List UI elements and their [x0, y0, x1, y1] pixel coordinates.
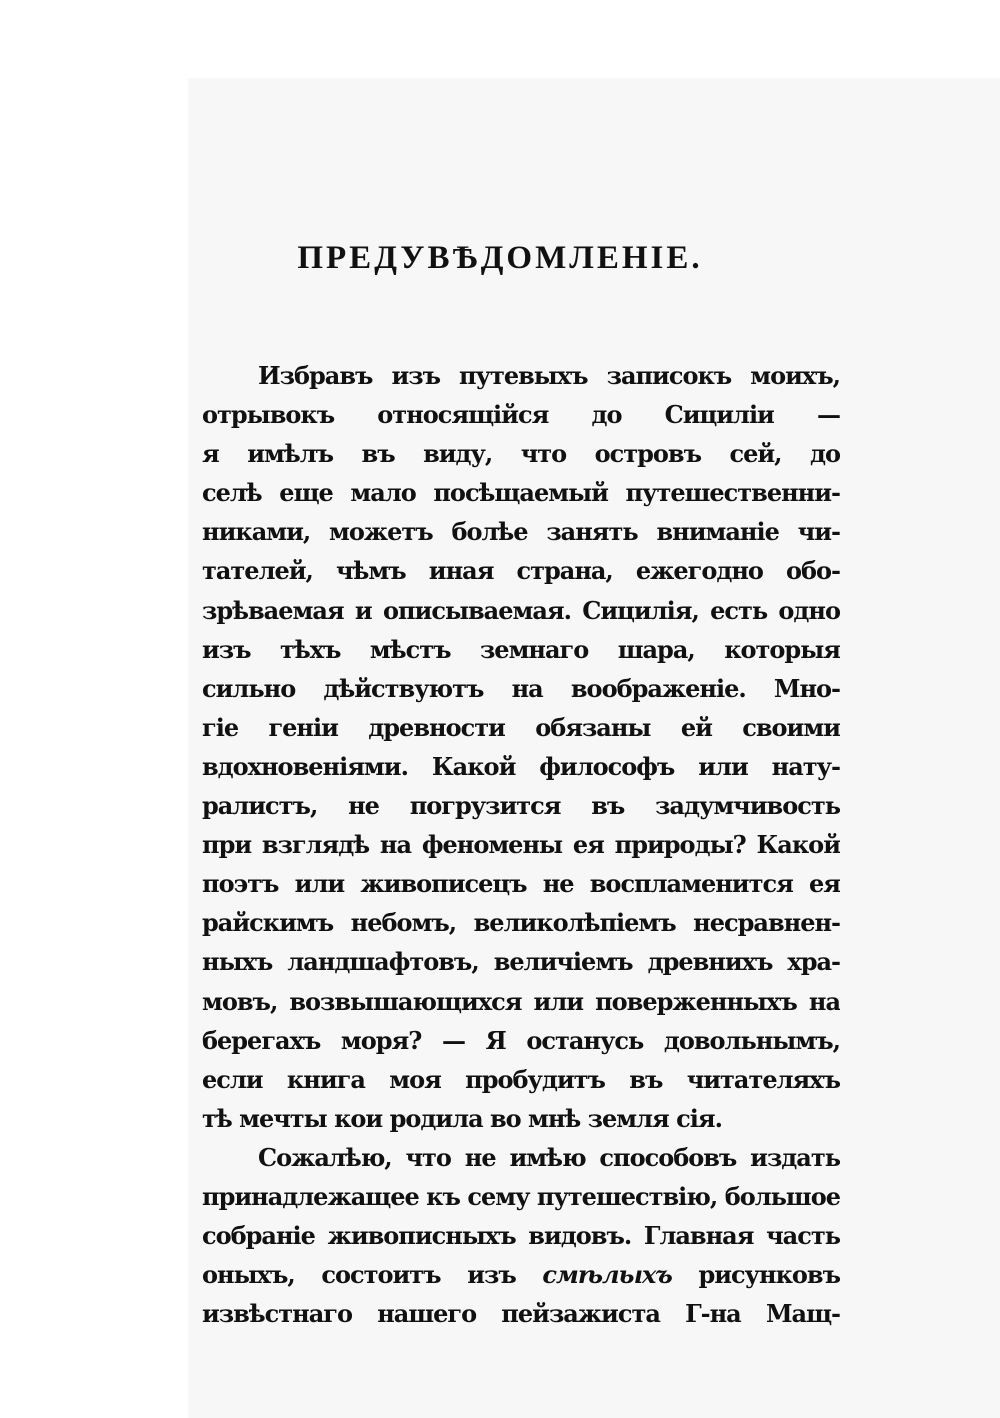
- text-line: селѣ еще мало посѣщаемый путешественни-: [202, 478, 840, 508]
- text-line: райскимъ небомъ, великолѣпіемъ несравнен-: [202, 908, 840, 938]
- text-line: извѣстнаго нашего пейзажиста Г-на Мащ-: [202, 1299, 840, 1329]
- text-line: вдохновеніями. Какой философъ или нату-: [202, 751, 840, 781]
- text-line: гіе геніи древности обязаны ей своими: [202, 712, 840, 742]
- text-line: при взглядѣ на феномены ея природы? Какой: [202, 830, 840, 860]
- paragraph-1: [202, 356, 840, 1138]
- text-line: изъ тѣхъ мѣстъ земнаго шара, которыя: [202, 634, 840, 664]
- text-line: поэтъ или живописецъ не воспламенится ея: [202, 869, 840, 899]
- text-line: если книга моя пробудитъ въ читателяхъ: [202, 1064, 840, 1094]
- text-line: мовъ, возвышающихся или поверженныхъ на: [202, 986, 840, 1016]
- text-line-with-italic: [202, 1255, 840, 1294]
- text-line: Избравъ изъ путевыхъ записокъ моихъ,: [258, 361, 840, 390]
- paragraph-2: [202, 1138, 840, 1333]
- text-line: отрывокъ относящійся до Сициліи —: [202, 400, 840, 430]
- text-line: зрѣваемая и описываемая. Сицилія, есть одно: [202, 595, 840, 625]
- text-segment: оныхъ, состоитъ изъ: [202, 1260, 543, 1290]
- text-line: ралистъ, не погрузится въ задумчивость: [202, 791, 840, 821]
- text-line: никами, можетъ болѣе занять вниманіе чи-: [202, 517, 840, 547]
- text-line: я имѣлъ въ виду, что островъ сей, до: [202, 439, 840, 469]
- text-line: тѣ мечты кои родила во мнѣ земля сія.: [202, 1103, 722, 1133]
- text-line: берегахъ моря? — Я останусь довольнымъ,: [202, 1025, 840, 1055]
- text-line: тателей, чѣмъ иная страна, ежегодно обо-: [202, 556, 840, 586]
- text-line: ныхъ ландшафтовъ, величіемъ древнихъ хра-: [202, 947, 840, 977]
- text-line: принадлежащее къ сему путешествію, большое: [202, 1181, 840, 1211]
- text-line: собраніе живописныхъ видовъ. Главная часть: [202, 1221, 840, 1251]
- italic-word: смѣлыхъ: [542, 1260, 672, 1290]
- text-line: Сожалѣю, что не имѣю способовъ издать: [258, 1142, 840, 1172]
- page-heading: ПРЕДУВѢДОМЛЕНІЕ.: [297, 240, 703, 276]
- text-segment: рисунковъ: [671, 1260, 840, 1290]
- body-text: [202, 356, 840, 1333]
- text-line: сильно дѣйствуютъ на воображеніе. Мно-: [202, 673, 840, 703]
